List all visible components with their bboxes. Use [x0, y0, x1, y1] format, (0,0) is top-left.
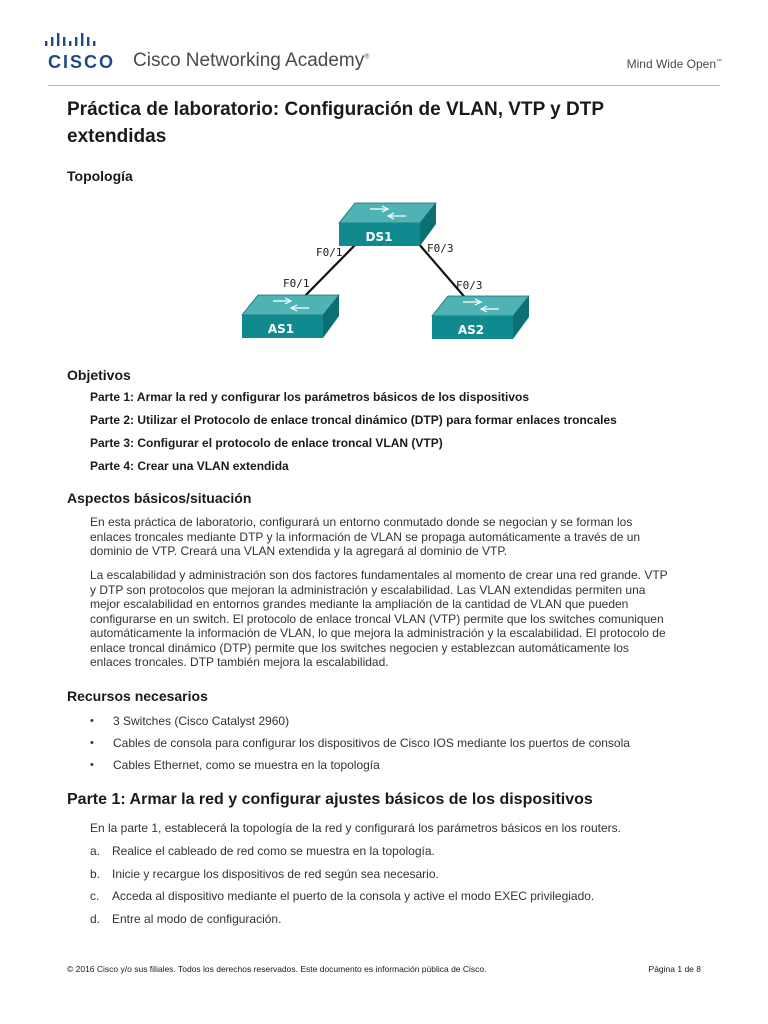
footer-copyright: © 2016 Cisco y/o sus filiales. Todos los derechos reservados. Este documento es información pública de Cisco.: [67, 964, 487, 974]
port-label-as2-f03: F0/3: [456, 279, 483, 292]
tagline-text: Mind Wide Open: [626, 57, 716, 71]
step-text: Entre al modo de configuración.: [112, 911, 282, 926]
part1-heading: Parte 1: Armar la red y configurar ajustes básicos de los dispositivos: [67, 791, 593, 808]
step-text: Acceda al dispositivo mediante el puerto de la consola y active el modo EXEC privilegiado.: [112, 889, 595, 903]
tagline: [627, 57, 722, 71]
header-divider: [48, 85, 720, 86]
part1-intro: En la parte 1, establecerá la topología de la red y configurará los parámetros básicos en los routers.: [90, 821, 621, 835]
background-paragraph-1: [90, 515, 700, 559]
background-heading: Aspectos básicos/situación: [67, 490, 252, 506]
objective-item: Parte 1: Armar la red y configurar los parámetros básicos de los dispositivos: [90, 390, 530, 404]
topology-diagram: [230, 195, 530, 350]
text-line: automáticamente la información de VLAN, lo que mejora la administración y la escalabilidad. El protocolo de: [90, 626, 666, 640]
page-title: Práctica de laboratorio: Configuración de VLAN, VTP y DTP extendidas: [67, 99, 604, 147]
objectives-heading: Objetivos: [67, 367, 131, 383]
port-label-ds1-f03: F0/3: [427, 242, 454, 255]
resources-heading: Recursos necesarios: [67, 688, 208, 704]
port-label-as1-f01: F0/1: [283, 277, 310, 290]
text-line: La escalabilidad y administración son dos factores fundamentales al momento de crear una red grande. VTP: [90, 568, 668, 582]
topology-heading: Topología: [67, 168, 133, 184]
text-line: dominio de VTP. Creará una VLAN extendida y la agregará al dominio de VTP.: [90, 544, 508, 558]
list-item: • 3 Switches (Cisco Catalyst 2960): [88, 713, 630, 735]
background-paragraph-2: [90, 568, 700, 670]
list-item: • Cables de consola para configurar los dispositivos de Cisco IOS mediante los puertos de consola: [88, 735, 630, 757]
text-line: configurarse en un switch. El protocolo de enlace troncal VLAN (VTP) permite que los switches comuniquen: [90, 611, 664, 626]
text-line: y DTP son protocolos que mejoran la administración y escalabilidad. Las VLAN extendidas permiten una: [90, 582, 646, 597]
port-label-ds1-f01: F0/1: [316, 246, 343, 259]
step-marker: b.: [90, 866, 101, 881]
objective-item: Parte 4: Crear una VLAN extendida: [90, 459, 289, 473]
text-line: enlace troncal dinámico (DTP) permite que los switches negocien y establezcan automáticamente los: [90, 640, 629, 655]
device-label-as1: AS1: [267, 322, 295, 336]
registered-mark: ®: [364, 53, 370, 61]
step-item: [90, 843, 594, 866]
text-line: En esta práctica de laboratorio, configurará un entorno conmutado donde se negocian y se forman los: [90, 515, 633, 529]
step-item: [90, 866, 594, 889]
device-label-ds1: DS1: [365, 230, 393, 244]
text-line: mejor escalabilidad en entornos grandes mediante la ampliación de la cantidad de VLAN que pueden: [90, 597, 629, 611]
step-item: [90, 888, 594, 911]
text-line: enlaces troncales. DTP también mejora la escalabilidad.: [90, 655, 389, 669]
text-line: enlaces troncales mediante DTP y la información de VLAN se propaga automáticamente a través de un: [90, 529, 641, 544]
step-text: Inicie y recargue los dispositivos de red según sea necesario.: [112, 866, 439, 881]
objective-item: Parte 2: Utilizar el Protocolo de enlace troncal dinámico (DTP) para formar enlaces troncales: [90, 413, 617, 427]
page-number: Página 1 de 8: [648, 964, 701, 974]
brand-name: [133, 50, 369, 72]
page-header: [0, 0, 768, 86]
step-marker: a.: [90, 844, 101, 858]
part1-steps: [90, 843, 594, 933]
trademark-mark: ™: [716, 59, 722, 65]
brand-name-text: Cisco Networking Academy: [133, 50, 365, 71]
device-label-as2: AS2: [457, 323, 485, 337]
step-item: [90, 911, 594, 934]
cisco-logo-text: CISCO: [48, 52, 116, 72]
step-marker: c.: [90, 889, 100, 903]
step-text: Realice el cableado de red como se muestra en la topología.: [112, 844, 435, 858]
resources-list: [88, 713, 630, 779]
step-marker: d.: [90, 911, 101, 926]
cisco-logo-bars-icon: [45, 33, 115, 49]
objective-item: Parte 3: Configurar el protocolo de enlace troncal VLAN (VTP): [90, 436, 443, 450]
list-item: • Cables Ethernet, como se muestra en la topología: [88, 757, 630, 779]
